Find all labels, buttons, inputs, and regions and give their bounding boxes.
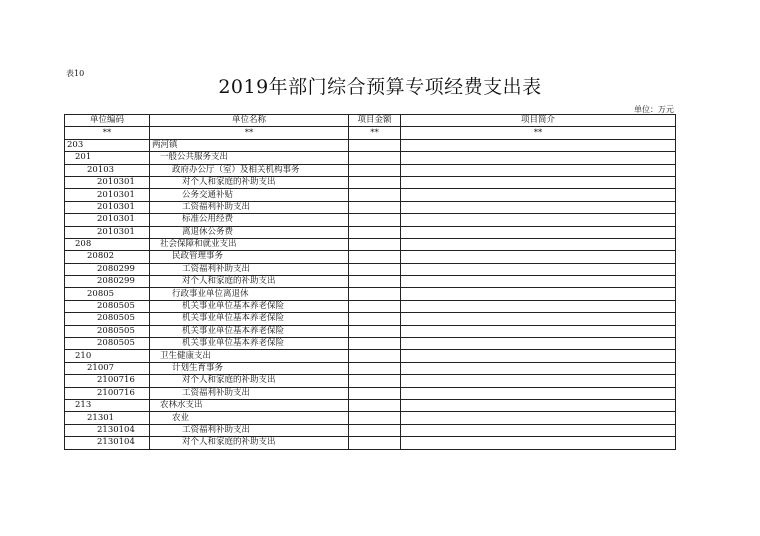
table-row bbox=[65, 313, 676, 325]
table-row bbox=[65, 437, 676, 449]
unit-code-cell: 20103 bbox=[65, 164, 150, 176]
page-title: 2019年部门综合预算专项经费支出表 bbox=[218, 76, 542, 98]
table-row bbox=[65, 189, 676, 201]
table-row bbox=[65, 412, 676, 424]
column-header-name: 单位名称 bbox=[150, 115, 349, 127]
unit-name-cell: 对个人和家庭的补助支出 bbox=[150, 437, 349, 449]
description-cell bbox=[401, 276, 676, 288]
description-cell bbox=[401, 164, 676, 176]
table-row bbox=[65, 350, 676, 362]
unit-name-cell: 离退休公务费 bbox=[150, 226, 349, 238]
amount-cell bbox=[349, 276, 401, 288]
unit-name-cell: 对个人和家庭的补助支出 bbox=[150, 276, 349, 288]
unit-code-cell: 2080299 bbox=[65, 263, 150, 275]
unit-name-cell: 卫生健康支出 bbox=[150, 350, 349, 362]
description-cell bbox=[401, 226, 676, 238]
description-cell bbox=[401, 176, 676, 188]
unit-name-cell: 农业 bbox=[150, 412, 349, 424]
description-cell bbox=[401, 251, 676, 263]
unit-name-cell: 工资福利补助支出 bbox=[150, 263, 349, 275]
unit-code-cell: 2100716 bbox=[65, 387, 150, 399]
amount-cell bbox=[349, 399, 401, 411]
description-cell bbox=[401, 313, 676, 325]
description-cell bbox=[401, 189, 676, 201]
amount-cell bbox=[349, 288, 401, 300]
table-row bbox=[65, 226, 676, 238]
unit-code-cell: 20805 bbox=[65, 288, 150, 300]
unit-code-cell: 201 bbox=[65, 152, 150, 164]
unit-name-cell: 工资福利补助支出 bbox=[150, 201, 349, 213]
table-row bbox=[65, 152, 676, 164]
description-cell bbox=[401, 412, 676, 424]
marker-cell: ** bbox=[150, 127, 349, 139]
unit-code-cell: 2010301 bbox=[65, 176, 150, 188]
amount-cell bbox=[349, 387, 401, 399]
table-row bbox=[65, 387, 676, 399]
table-row bbox=[65, 214, 676, 226]
amount-cell bbox=[349, 176, 401, 188]
description-cell bbox=[401, 424, 676, 436]
table-row bbox=[65, 288, 676, 300]
description-cell bbox=[401, 437, 676, 449]
amount-cell bbox=[349, 313, 401, 325]
description-cell bbox=[401, 263, 676, 275]
description-cell bbox=[401, 375, 676, 387]
amount-cell bbox=[349, 412, 401, 424]
column-header-code: 单位编码 bbox=[65, 115, 150, 127]
unit-name-cell: 政府办公厅（室）及相关机构事务 bbox=[150, 164, 349, 176]
unit-name-cell: 机关事业单位基本养老保险 bbox=[150, 300, 349, 312]
marker-cell: ** bbox=[65, 127, 150, 139]
column-header-amount: 项目金额 bbox=[349, 115, 401, 127]
amount-cell bbox=[349, 325, 401, 337]
amount-cell bbox=[349, 362, 401, 374]
unit-name-cell: 民政管理事务 bbox=[150, 251, 349, 263]
unit-name-cell: 一般公共服务支出 bbox=[150, 152, 349, 164]
marker-cell: ** bbox=[349, 127, 401, 139]
unit-code-cell: 21301 bbox=[65, 412, 150, 424]
column-header-description: 项目简介 bbox=[401, 115, 676, 127]
amount-cell bbox=[349, 338, 401, 350]
table-number: 表10 bbox=[66, 69, 85, 78]
description-cell bbox=[401, 338, 676, 350]
table-row bbox=[65, 238, 676, 250]
marker-row bbox=[65, 127, 676, 139]
amount-cell bbox=[349, 226, 401, 238]
description-cell bbox=[401, 325, 676, 337]
table-header-row bbox=[65, 115, 676, 127]
unit-code-cell: 2080505 bbox=[65, 325, 150, 337]
amount-cell bbox=[349, 238, 401, 250]
amount-cell bbox=[349, 201, 401, 213]
amount-cell bbox=[349, 375, 401, 387]
amount-cell bbox=[349, 437, 401, 449]
unit-name-cell: 社会保障和就业支出 bbox=[150, 238, 349, 250]
table-row bbox=[65, 424, 676, 436]
table-row bbox=[65, 375, 676, 387]
unit-name-cell: 机关事业单位基本养老保险 bbox=[150, 338, 349, 350]
amount-cell bbox=[349, 164, 401, 176]
unit-code-cell: 2080505 bbox=[65, 338, 150, 350]
table-row bbox=[65, 176, 676, 188]
unit-code-cell: 20802 bbox=[65, 251, 150, 263]
unit-code-cell: 2080505 bbox=[65, 313, 150, 325]
amount-cell bbox=[349, 189, 401, 201]
unit-code-cell: 2130104 bbox=[65, 424, 150, 436]
unit-code-cell: 213 bbox=[65, 399, 150, 411]
table-row bbox=[65, 362, 676, 374]
unit-name-cell: 公务交通补贴 bbox=[150, 189, 349, 201]
unit-code-cell: 2010301 bbox=[65, 214, 150, 226]
table-body bbox=[65, 139, 676, 449]
marker-cell: ** bbox=[401, 127, 676, 139]
unit-code-cell: 2080299 bbox=[65, 276, 150, 288]
unit-name-cell: 机关事业单位基本养老保险 bbox=[150, 313, 349, 325]
table-row bbox=[65, 300, 676, 312]
amount-cell bbox=[349, 263, 401, 275]
table-row bbox=[65, 276, 676, 288]
description-cell bbox=[401, 362, 676, 374]
table-row bbox=[65, 399, 676, 411]
description-cell bbox=[401, 399, 676, 411]
amount-cell bbox=[349, 139, 401, 151]
description-cell bbox=[401, 288, 676, 300]
unit-name-cell: 机关事业单位基本养老保险 bbox=[150, 325, 349, 337]
description-cell bbox=[401, 238, 676, 250]
description-cell bbox=[401, 201, 676, 213]
expenditure-table bbox=[64, 114, 676, 450]
unit-code-cell: 208 bbox=[65, 238, 150, 250]
unit-code-cell: 2100716 bbox=[65, 375, 150, 387]
description-cell bbox=[401, 214, 676, 226]
amount-cell bbox=[349, 214, 401, 226]
unit-code-cell: 21007 bbox=[65, 362, 150, 374]
unit-name-cell: 计划生育事务 bbox=[150, 362, 349, 374]
unit-code-cell: 2010301 bbox=[65, 189, 150, 201]
unit-code-cell: 2010301 bbox=[65, 226, 150, 238]
unit-code-cell: 203 bbox=[65, 139, 150, 151]
amount-cell bbox=[349, 152, 401, 164]
amount-cell bbox=[349, 424, 401, 436]
unit-name-cell: 工资福利补助支出 bbox=[150, 387, 349, 399]
unit-name-cell: 对个人和家庭的补助支出 bbox=[150, 176, 349, 188]
table-row bbox=[65, 325, 676, 337]
unit-name-cell: 农林水支出 bbox=[150, 399, 349, 411]
description-cell bbox=[401, 300, 676, 312]
table-row bbox=[65, 164, 676, 176]
unit-name-cell: 行政事业单位离退休 bbox=[150, 288, 349, 300]
unit-name-cell: 两河镇 bbox=[150, 139, 349, 151]
unit-code-cell: 2130104 bbox=[65, 437, 150, 449]
unit-name-cell: 对个人和家庭的补助支出 bbox=[150, 375, 349, 387]
description-cell bbox=[401, 387, 676, 399]
table-row bbox=[65, 338, 676, 350]
amount-cell bbox=[349, 251, 401, 263]
unit-code-cell: 210 bbox=[65, 350, 150, 362]
unit-code-cell: 2080505 bbox=[65, 300, 150, 312]
table-row bbox=[65, 263, 676, 275]
description-cell bbox=[401, 350, 676, 362]
table-row bbox=[65, 201, 676, 213]
description-cell bbox=[401, 139, 676, 151]
unit-note: 单位：万元 bbox=[634, 105, 674, 114]
unit-name-cell: 工资福利补助支出 bbox=[150, 424, 349, 436]
unit-name-cell: 标准公用经费 bbox=[150, 214, 349, 226]
unit-code-cell: 2010301 bbox=[65, 201, 150, 213]
table-row bbox=[65, 139, 676, 151]
amount-cell bbox=[349, 350, 401, 362]
amount-cell bbox=[349, 300, 401, 312]
description-cell bbox=[401, 152, 676, 164]
table-row bbox=[65, 251, 676, 263]
